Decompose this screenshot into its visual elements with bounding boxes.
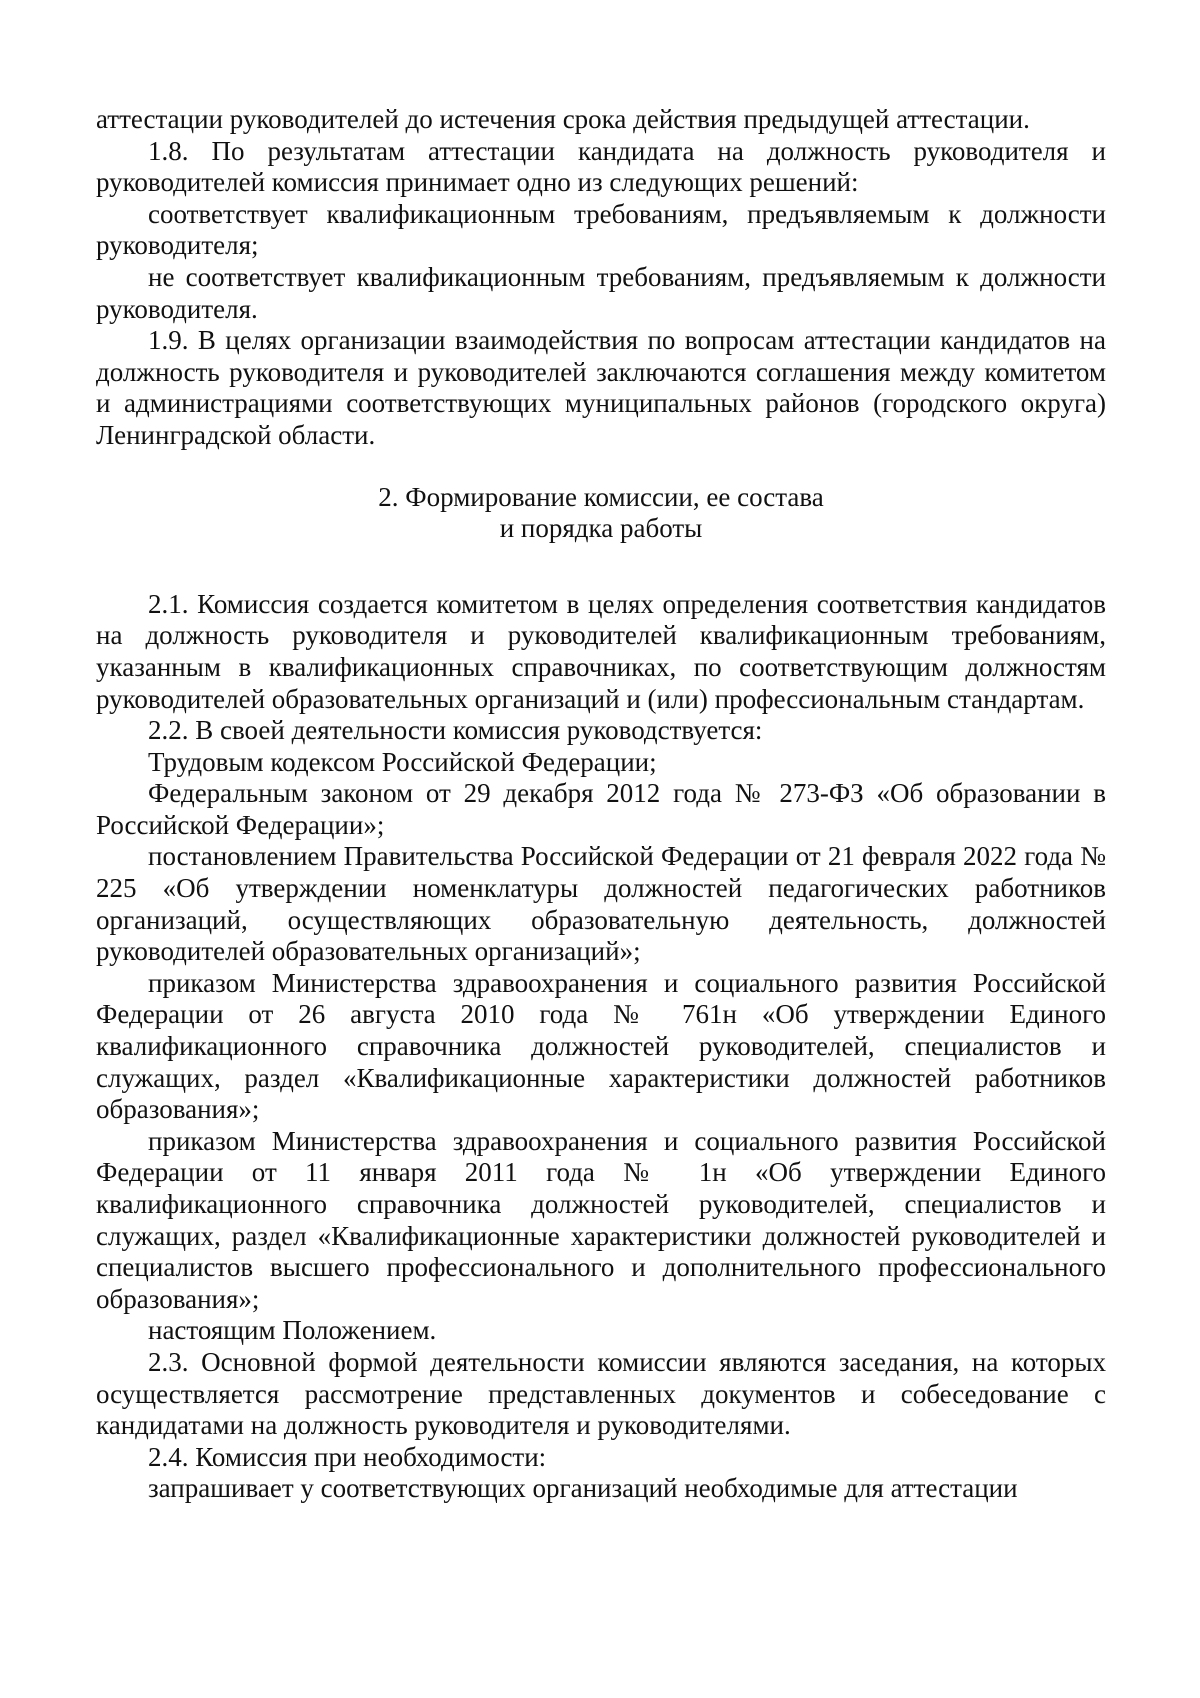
document-page: [96, 104, 1106, 1505]
paragraphs-bottom: [96, 589, 1106, 1505]
paragraph: 2.1. Комиссия создается комитетом в целях определения соответствия кандидатов на должность руководителя и руководителей квалификационным требованиям, указанным в квалификационных справочниках, по соответствующим должностям руководителей образовательных организаций и (или) профессиональным стандартам.: [96, 588, 1106, 714]
paragraph: 2.4. Комиссия при необходимости:: [148, 1441, 547, 1472]
paragraph: 2.3. Основной формой деятельности комиссии являются заседания, на которых осуществляется рассмотрение представленных документов и собеседование с кандидатами на должность руководителя и руководителями.: [96, 1346, 1106, 1441]
paragraph: Федеральным законом от 29 декабря 2012 года № 273-ФЗ «Об образовании в Российской Федерации»;: [96, 778, 1106, 840]
section-heading-line: 2. Формирование комиссии, ее состава: [378, 481, 824, 512]
section-heading-line: и порядка работы: [499, 513, 703, 544]
paragraph: Трудовым кодексом Российской Федерации;: [148, 746, 657, 777]
section-heading: [96, 482, 1106, 545]
paragraph: соответствует квалификационным требованиям, предъявляемым к должности руководителя;: [96, 198, 1106, 261]
paragraph: постановлением Правительства Российской Федерации от 21 февраля 2022 года № 225 «Об утверждении номенклатуры должностей педагогических работников организаций, осуществляющих образовательную деятельность, должностей руководителей образовательных организаций»;: [96, 841, 1106, 967]
paragraph: 2.2. В своей деятельности комиссия руководствуется:: [148, 715, 763, 746]
paragraph: приказом Министерства здравоохранения и социального развития Российской Федерации от 11 января 2011 года № 1н «Об утверждении Единого квалификационного справочника должностей руководителей, специалистов и служащих, раздел «Квалификационные характеристики должностей руководителей и специалистов высшего профессионального и дополнительного профессионального образования»;: [96, 1125, 1106, 1314]
paragraph: не соответствует квалификационным требованиям, предъявляемым к должности руководителя.: [96, 261, 1106, 324]
paragraph: аттестации руководителей до истечения срока действия предыдущей аттестации.: [96, 104, 1030, 134]
paragraph: 1.9. В целях организации взаимодействия по вопросам аттестации кандидатов на должность руководителя и руководителей заключаются соглашения между комитетом и администрациями соответствующих муниципальных районов (городского округа) Ленинградской области.: [96, 325, 1106, 450]
paragraph: настоящим Положением.: [148, 1315, 437, 1346]
paragraph: приказом Министерства здравоохранения и социального развития Российской Федерации от 26 августа 2010 года № 761н «Об утверждении Единого квалификационного справочника должностей руководителей, специалистов и служащих, раздел «Квалификационные характеристики должностей работников образования»;: [96, 967, 1106, 1125]
paragraph: 1.8. По результатам аттестации кандидата на должность руководителя и руководителей комиссия принимает одно из следующих решений:: [96, 135, 1106, 198]
paragraphs-top: [96, 104, 1106, 452]
paragraph: запрашивает у соответствующих организаций необходимые для аттестации: [148, 1473, 1018, 1504]
